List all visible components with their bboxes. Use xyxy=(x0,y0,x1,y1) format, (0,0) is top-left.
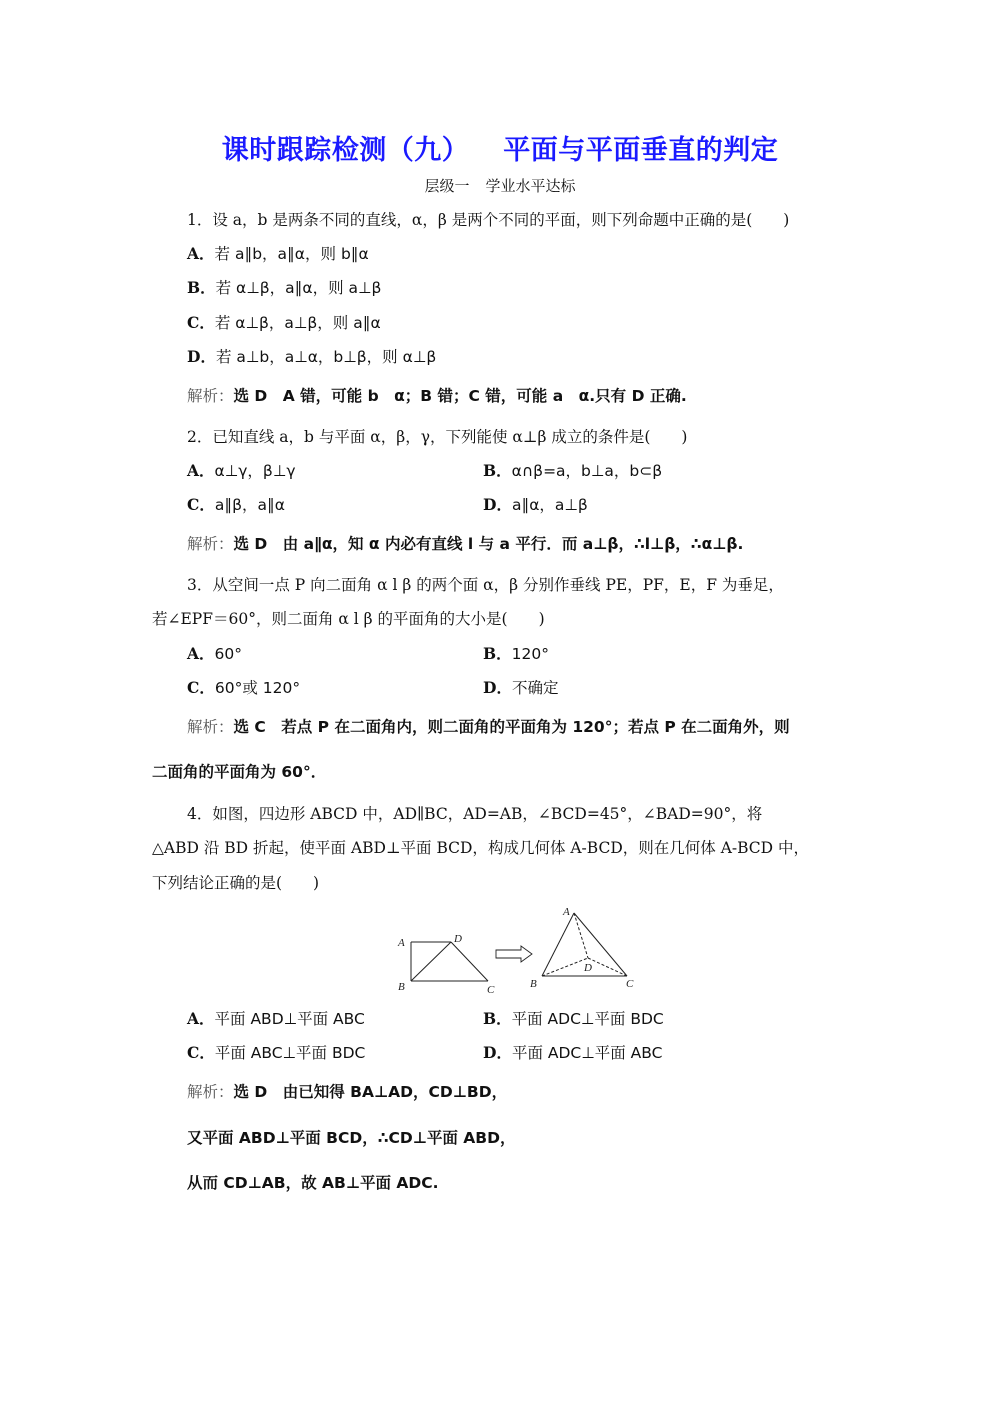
page-title xyxy=(0,128,1000,167)
question-4-option-c: C．平面 ABC⊥平面 BDC xyxy=(187,1043,366,1062)
section-heading xyxy=(0,175,1000,196)
question-2-analysis: 解析：选 D 由 a∥α，知 α 内必有直线 l 与 a 平行．而 a⊥β，∴l⊥β，∴α⊥β. xyxy=(187,535,744,553)
question-3-option-d: D．不确定 xyxy=(483,678,559,697)
arrow-icon xyxy=(496,946,532,962)
question-4-analysis-line3: 从而 CD⊥AB，故 AB⊥平面 ADC. xyxy=(187,1174,439,1192)
title-topic: 平面与平面垂直的判定 xyxy=(503,135,779,166)
question-1-option-d: D．若 a⊥b，a⊥α，b⊥β，则 α⊥β xyxy=(187,347,437,366)
question-4-option-a: A．平面 ABD⊥平面 ABC xyxy=(187,1009,365,1028)
question-1-option-c: C．若 α⊥β，a⊥β，则 a∥α xyxy=(187,313,381,332)
svg-text:C: C xyxy=(487,984,495,996)
question-1-option-b: B．若 α⊥β，a∥α，则 a⊥β xyxy=(187,278,382,297)
question-4-analysis-line1: 解析：选 D 由已知得 BA⊥AD，CD⊥BD， xyxy=(187,1083,508,1101)
question-2-option-a: A．α⊥γ，β⊥γ xyxy=(187,461,296,480)
question-3-option-a: A．60° xyxy=(187,644,243,663)
geometry-figure xyxy=(380,898,650,998)
question-1-analysis: 解析：选 D A 错，可能 b α；B 错；C 错，可能 a α.只有 D 正确. xyxy=(187,387,687,405)
question-3-stem-line2: 若∠EPF＝60°，则二面角 α l β 的平面角的大小是( ) xyxy=(152,610,545,628)
question-3-analysis-line1: 解析：选 C 若点 P 在二面角内，则二面角的平面角为 120°；若点 P 在二面角外，则 xyxy=(187,718,790,736)
svg-text:D: D xyxy=(454,933,462,945)
svg-text:B: B xyxy=(398,981,405,993)
svg-text:B: B xyxy=(530,978,537,990)
question-4-option-b: B．平面 ADC⊥平面 BDC xyxy=(483,1009,664,1028)
question-4-stem-line2: △ABD 沿 BD 折起，使平面 ABD⊥平面 BCD，构成几何体 A-BCD，则在几何体 A-BCD 中， xyxy=(152,839,810,857)
question-2-option-b: B．α∩β=a，b⊥a，b⊂β xyxy=(483,461,663,480)
question-3-option-b: B．120° xyxy=(483,644,549,663)
title-lesson: 课时跟踪检测（九） xyxy=(221,135,470,166)
question-2-stem: 2．已知直线 a，b 与平面 α，β，γ，下列能使 α⊥β 成立的条件是( ) xyxy=(187,428,688,446)
svg-text:A: A xyxy=(563,906,570,918)
level-label: 层级一 xyxy=(424,177,470,195)
svg-text:A: A xyxy=(398,937,405,949)
level-name: 学业水平达标 xyxy=(485,177,576,195)
question-1-stem: 1．设 a，b 是两条不同的直线，α，β 是两个不同的平面，则下列命题中正确的是( ) xyxy=(187,211,790,229)
question-2-option-d: D．a∥α，a⊥β xyxy=(483,495,588,514)
question-4-option-d: D．平面 ADC⊥平面 ABC xyxy=(483,1043,663,1062)
question-2-option-c: C．a∥β，a∥α xyxy=(187,495,285,514)
question-3-analysis-line2: 二面角的平面角为 60°． xyxy=(152,763,327,781)
svg-text:C: C xyxy=(626,978,634,990)
question-4-stem-line3: 下列结论正确的是( ) xyxy=(152,874,320,892)
question-4-stem-line1: 4．如图，四边形 ABCD 中，AD∥BC，AD=AB，∠BCD=45°，∠BAD=90°，将 xyxy=(187,805,763,823)
question-3-option-c: C．60°或 120° xyxy=(187,678,301,697)
question-3-stem-line1: 3．从空间一点 P 向二面角 α l β 的两个面 α，β 分别作垂线 PE，PF，E，F 为垂足， xyxy=(187,576,784,594)
quadrilateral-abcd xyxy=(411,942,488,981)
svg-text:D: D xyxy=(584,962,592,974)
question-1-option-a: A．若 a∥b，a∥α，则 b∥α xyxy=(187,244,369,263)
question-4-analysis-line2: 又平面 ABD⊥平面 BCD，∴CD⊥平面 ABD， xyxy=(187,1129,516,1147)
